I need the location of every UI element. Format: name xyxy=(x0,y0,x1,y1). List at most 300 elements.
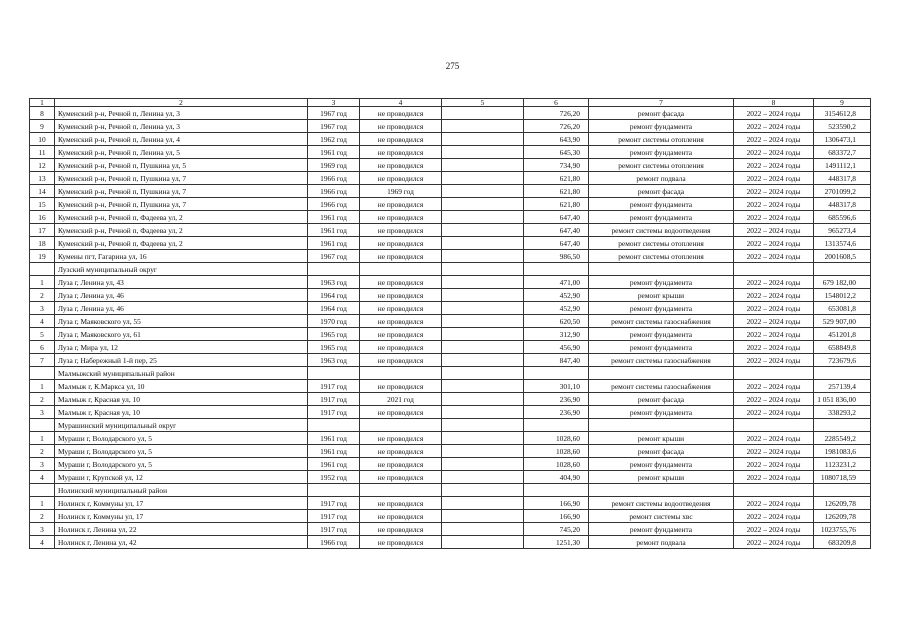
empty-cell xyxy=(442,510,524,523)
build-year-cell: 1966 год xyxy=(308,172,360,185)
row-number: 3 xyxy=(30,523,55,536)
last-repair-cell: не проводился xyxy=(360,198,442,211)
row-number: 18 xyxy=(30,237,55,250)
last-repair-cell: не проводился xyxy=(360,523,442,536)
area-cell: 404,90 xyxy=(524,471,589,484)
cost-cell: 1 051 836,00 xyxy=(814,393,871,406)
address-cell: Луза г, Мира ул, 12 xyxy=(55,341,308,354)
row-number: 3 xyxy=(30,302,55,315)
section-empty-cell xyxy=(442,263,524,276)
cost-cell: 2285549,2 xyxy=(814,432,871,445)
work-type-cell: ремонт системы отопления xyxy=(589,250,734,263)
last-repair-cell: не проводился xyxy=(360,289,442,302)
table-row xyxy=(30,380,871,393)
build-year-cell: 1917 год xyxy=(308,510,360,523)
build-year-cell: 1970 год xyxy=(308,315,360,328)
address-cell: Мураши г, Володарского ул, 5 xyxy=(55,458,308,471)
work-type-cell: ремонт фасада xyxy=(589,445,734,458)
work-type-cell: ремонт фундамента xyxy=(589,146,734,159)
row-number: 1 xyxy=(30,380,55,393)
empty-cell xyxy=(442,445,524,458)
work-type-cell: ремонт фундамента xyxy=(589,406,734,419)
cost-cell: 523590,2 xyxy=(814,120,871,133)
column-header: 3 xyxy=(308,99,360,107)
table-row xyxy=(30,445,871,458)
table-row xyxy=(30,497,871,510)
last-repair-cell: не проводился xyxy=(360,107,442,120)
area-cell: 1028,60 xyxy=(524,458,589,471)
row-number: 3 xyxy=(30,458,55,471)
work-type-cell: ремонт системы отопления xyxy=(589,133,734,146)
last-repair-cell: не проводился xyxy=(360,237,442,250)
address-cell: Кумены пгт, Гагарина ул, 16 xyxy=(55,250,308,263)
table-row xyxy=(30,276,871,289)
section-empty-cell xyxy=(589,484,734,497)
period-cell: 2022 – 2024 годы xyxy=(734,159,814,172)
period-cell: 2022 – 2024 годы xyxy=(734,406,814,419)
work-type-cell: ремонт системы газоснабжения xyxy=(589,315,734,328)
section-title: Лузский муниципальный округ xyxy=(55,263,308,276)
cost-cell: 338293,2 xyxy=(814,406,871,419)
address-cell: Малмыж г, Красная ул, 10 xyxy=(55,406,308,419)
address-cell: Луза г, Ленина ул, 46 xyxy=(55,289,308,302)
section-empty-cell xyxy=(308,419,360,432)
work-type-cell: ремонт фасада xyxy=(589,185,734,198)
address-cell: Малмыж г, Красная ул, 10 xyxy=(55,393,308,406)
last-repair-cell: 1969 год xyxy=(360,185,442,198)
area-cell: 471,00 xyxy=(524,276,589,289)
period-cell: 2022 – 2024 годы xyxy=(734,146,814,159)
last-repair-cell: не проводился xyxy=(360,380,442,393)
area-cell: 621,80 xyxy=(524,185,589,198)
table-row xyxy=(30,198,871,211)
column-header: 4 xyxy=(360,99,442,107)
empty-cell xyxy=(442,198,524,211)
area-cell: 645,30 xyxy=(524,146,589,159)
cost-cell: 653081,8 xyxy=(814,302,871,315)
cost-cell: 529 907,00 xyxy=(814,315,871,328)
address-cell: Луза г, Ленина ул, 43 xyxy=(55,276,308,289)
period-cell: 2022 – 2024 годы xyxy=(734,380,814,393)
work-type-cell: ремонт системы газоснабжения xyxy=(589,380,734,393)
cost-cell: 1080718,59 xyxy=(814,471,871,484)
area-cell: 456,90 xyxy=(524,341,589,354)
section-empty-cell xyxy=(814,263,871,276)
column-header: 5 xyxy=(442,99,524,107)
cost-cell: 451201,8 xyxy=(814,328,871,341)
section-empty-cell xyxy=(308,263,360,276)
work-type-cell: ремонт фундамента xyxy=(589,198,734,211)
area-cell: 452,90 xyxy=(524,289,589,302)
cost-cell: 448317,8 xyxy=(814,172,871,185)
row-number: 9 xyxy=(30,120,55,133)
build-year-cell: 1917 год xyxy=(308,393,360,406)
section-empty-cell xyxy=(734,484,814,497)
period-cell: 2022 – 2024 годы xyxy=(734,458,814,471)
empty-cell xyxy=(442,172,524,185)
table-row xyxy=(30,107,871,120)
build-year-cell: 1963 год xyxy=(308,276,360,289)
cost-cell: 679 182,00 xyxy=(814,276,871,289)
cost-cell: 723679,6 xyxy=(814,354,871,367)
build-year-cell: 1967 год xyxy=(308,107,360,120)
last-repair-cell: не проводился xyxy=(360,341,442,354)
row-number: 2 xyxy=(30,445,55,458)
capital-repair-table xyxy=(29,98,871,549)
row-number: 4 xyxy=(30,536,55,549)
empty-cell xyxy=(442,302,524,315)
build-year-cell: 1966 год xyxy=(308,536,360,549)
last-repair-cell: не проводился xyxy=(360,224,442,237)
empty-cell xyxy=(442,185,524,198)
empty-cell xyxy=(442,107,524,120)
build-year-cell: 1961 год xyxy=(308,224,360,237)
section-empty-cell xyxy=(30,367,55,380)
period-cell: 2022 – 2024 годы xyxy=(734,471,814,484)
empty-cell xyxy=(442,393,524,406)
last-repair-cell: не проводился xyxy=(360,315,442,328)
period-cell: 2022 – 2024 годы xyxy=(734,354,814,367)
address-cell: Малмыж г, К.Маркса ул, 10 xyxy=(55,380,308,393)
area-cell: 1251,30 xyxy=(524,536,589,549)
build-year-cell: 1964 год xyxy=(308,302,360,315)
work-type-cell: ремонт системы водоотведения xyxy=(589,497,734,510)
area-cell: 745,20 xyxy=(524,523,589,536)
section-empty-cell xyxy=(360,484,442,497)
build-year-cell: 1969 год xyxy=(308,159,360,172)
area-cell: 734,90 xyxy=(524,159,589,172)
area-cell: 452,90 xyxy=(524,302,589,315)
area-cell: 312,90 xyxy=(524,328,589,341)
table-row xyxy=(30,159,871,172)
section-empty-cell xyxy=(442,367,524,380)
section-empty-cell xyxy=(442,419,524,432)
period-cell: 2022 – 2024 годы xyxy=(734,276,814,289)
address-cell: Куменский р-н, Речной п, Пушкина ул, 5 xyxy=(55,159,308,172)
last-repair-cell: не проводился xyxy=(360,458,442,471)
address-cell: Луза г, Маяковского ул, 61 xyxy=(55,328,308,341)
last-repair-cell: не проводился xyxy=(360,133,442,146)
build-year-cell: 1964 год xyxy=(308,289,360,302)
period-cell: 2022 – 2024 годы xyxy=(734,432,814,445)
empty-cell xyxy=(442,406,524,419)
row-number: 6 xyxy=(30,341,55,354)
address-cell: Нолинск г, Коммуны ул, 17 xyxy=(55,497,308,510)
address-cell: Нолинск г, Коммуны ул, 17 xyxy=(55,510,308,523)
address-cell: Куменский р-н, Речной п, Фадеева ул, 2 xyxy=(55,224,308,237)
page-number: 275 xyxy=(445,61,460,71)
period-cell: 2022 – 2024 годы xyxy=(734,250,814,263)
row-number: 4 xyxy=(30,471,55,484)
table-row xyxy=(30,133,871,146)
table-row xyxy=(30,315,871,328)
period-cell: 2022 – 2024 годы xyxy=(734,237,814,250)
column-header: 8 xyxy=(734,99,814,107)
area-cell: 1028,60 xyxy=(524,445,589,458)
section-empty-cell xyxy=(30,263,55,276)
last-repair-cell: не проводился xyxy=(360,471,442,484)
work-type-cell: ремонт фундамента xyxy=(589,341,734,354)
row-number: 10 xyxy=(30,133,55,146)
row-number: 17 xyxy=(30,224,55,237)
section-empty-cell xyxy=(30,484,55,497)
row-number: 8 xyxy=(30,107,55,120)
empty-cell xyxy=(442,120,524,133)
area-cell: 166,90 xyxy=(524,497,589,510)
period-cell: 2022 – 2024 годы xyxy=(734,172,814,185)
last-repair-cell: не проводился xyxy=(360,497,442,510)
period-cell: 2022 – 2024 годы xyxy=(734,107,814,120)
area-cell: 301,10 xyxy=(524,380,589,393)
empty-cell xyxy=(442,354,524,367)
address-cell: Куменский р-н, Речной п, Ленина ул, 4 xyxy=(55,133,308,146)
empty-cell xyxy=(442,536,524,549)
table-row xyxy=(30,536,871,549)
section-empty-cell xyxy=(524,484,589,497)
empty-cell xyxy=(442,237,524,250)
build-year-cell: 1961 год xyxy=(308,432,360,445)
build-year-cell: 1961 год xyxy=(308,445,360,458)
build-year-cell: 1961 год xyxy=(308,237,360,250)
table-row xyxy=(30,341,871,354)
period-cell: 2022 – 2024 годы xyxy=(734,224,814,237)
address-cell: Нолинск г, Ленина ул, 42 xyxy=(55,536,308,549)
table-row xyxy=(30,120,871,133)
table-row xyxy=(30,185,871,198)
work-type-cell: ремонт системы отопления xyxy=(589,237,734,250)
work-type-cell: ремонт системы хвс xyxy=(589,510,734,523)
build-year-cell: 1965 год xyxy=(308,341,360,354)
last-repair-cell: не проводился xyxy=(360,406,442,419)
table-row xyxy=(30,172,871,185)
row-number: 12 xyxy=(30,159,55,172)
section-empty-cell xyxy=(589,263,734,276)
cost-cell: 1313574,6 xyxy=(814,237,871,250)
section-empty-cell xyxy=(524,367,589,380)
column-header: 9 xyxy=(814,99,871,107)
period-cell: 2022 – 2024 годы xyxy=(734,133,814,146)
section-empty-cell xyxy=(589,419,734,432)
work-type-cell: ремонт фундамента xyxy=(589,211,734,224)
empty-cell xyxy=(442,250,524,263)
section-empty-cell xyxy=(360,367,442,380)
period-cell: 2022 – 2024 годы xyxy=(734,211,814,224)
area-cell: 1028,60 xyxy=(524,432,589,445)
period-cell: 2022 – 2024 годы xyxy=(734,536,814,549)
section-empty-cell xyxy=(814,419,871,432)
section-empty-cell xyxy=(734,419,814,432)
build-year-cell: 1966 год xyxy=(308,198,360,211)
period-cell: 2022 – 2024 годы xyxy=(734,302,814,315)
work-type-cell: ремонт крыши xyxy=(589,471,734,484)
cost-cell: 3154612,8 xyxy=(814,107,871,120)
cost-cell: 2701099,2 xyxy=(814,185,871,198)
build-year-cell: 1917 год xyxy=(308,497,360,510)
table-row xyxy=(30,510,871,523)
row-number: 3 xyxy=(30,406,55,419)
cost-cell: 126209,78 xyxy=(814,510,871,523)
cost-cell: 965273,4 xyxy=(814,224,871,237)
cost-cell: 1491112,1 xyxy=(814,159,871,172)
row-number: 16 xyxy=(30,211,55,224)
last-repair-cell: не проводился xyxy=(360,211,442,224)
cost-cell: 2001608,5 xyxy=(814,250,871,263)
section-row xyxy=(30,419,871,432)
work-type-cell: ремонт подвала xyxy=(589,536,734,549)
empty-cell xyxy=(442,458,524,471)
work-type-cell: ремонт фундамента xyxy=(589,523,734,536)
empty-cell xyxy=(442,224,524,237)
last-repair-cell: не проводился xyxy=(360,328,442,341)
section-empty-cell xyxy=(442,484,524,497)
row-number: 14 xyxy=(30,185,55,198)
period-cell: 2022 – 2024 годы xyxy=(734,185,814,198)
work-type-cell: ремонт фундамента xyxy=(589,276,734,289)
empty-cell xyxy=(442,341,524,354)
build-year-cell: 1952 год xyxy=(308,471,360,484)
section-row xyxy=(30,263,871,276)
period-cell: 2022 – 2024 годы xyxy=(734,315,814,328)
last-repair-cell: не проводился xyxy=(360,146,442,159)
row-number: 4 xyxy=(30,315,55,328)
column-header: 2 xyxy=(55,99,308,107)
area-cell: 647,40 xyxy=(524,224,589,237)
empty-cell xyxy=(442,380,524,393)
cost-cell: 1023755,76 xyxy=(814,523,871,536)
row-number: 7 xyxy=(30,354,55,367)
section-title: Нолинский муниципальный район xyxy=(55,484,308,497)
area-cell: 643,90 xyxy=(524,133,589,146)
table-body xyxy=(30,107,871,549)
section-row xyxy=(30,484,871,497)
row-number: 2 xyxy=(30,289,55,302)
work-type-cell: ремонт системы водоотведения xyxy=(589,224,734,237)
last-repair-cell: не проводился xyxy=(360,159,442,172)
empty-cell xyxy=(442,211,524,224)
address-cell: Мураши г, Володарского ул, 5 xyxy=(55,432,308,445)
section-empty-cell xyxy=(360,419,442,432)
empty-cell xyxy=(442,289,524,302)
address-cell: Куменский р-н, Речной п, Ленина ул, 5 xyxy=(55,146,308,159)
build-year-cell: 1963 год xyxy=(308,354,360,367)
build-year-cell: 1966 год xyxy=(308,185,360,198)
period-cell: 2022 – 2024 годы xyxy=(734,523,814,536)
section-empty-cell xyxy=(524,419,589,432)
build-year-cell: 1961 год xyxy=(308,146,360,159)
area-cell: 726,20 xyxy=(524,107,589,120)
build-year-cell: 1917 год xyxy=(308,406,360,419)
last-repair-cell: не проводился xyxy=(360,445,442,458)
cost-cell: 685596,6 xyxy=(814,211,871,224)
section-empty-cell xyxy=(814,367,871,380)
last-repair-cell: не проводился xyxy=(360,172,442,185)
area-cell: 847,40 xyxy=(524,354,589,367)
section-empty-cell xyxy=(524,263,589,276)
work-type-cell: ремонт фундамента xyxy=(589,120,734,133)
cost-cell: 683372,7 xyxy=(814,146,871,159)
table-row xyxy=(30,432,871,445)
table-row xyxy=(30,250,871,263)
row-number: 11 xyxy=(30,146,55,159)
work-type-cell: ремонт крыши xyxy=(589,289,734,302)
period-cell: 2022 – 2024 годы xyxy=(734,341,814,354)
period-cell: 2022 – 2024 годы xyxy=(734,120,814,133)
build-year-cell: 1961 год xyxy=(308,458,360,471)
last-repair-cell: не проводился xyxy=(360,302,442,315)
address-cell: Куменский р-н, Речной п, Ленина ул, 3 xyxy=(55,107,308,120)
cost-cell: 1123231,2 xyxy=(814,458,871,471)
column-number-row xyxy=(30,99,871,107)
build-year-cell: 1917 год xyxy=(308,380,360,393)
section-empty-cell xyxy=(814,484,871,497)
address-cell: Луза г, Набережный 1-й пер, 25 xyxy=(55,354,308,367)
address-cell: Куменский р-н, Речной п, Пушкина ул, 7 xyxy=(55,172,308,185)
area-cell: 647,40 xyxy=(524,237,589,250)
build-year-cell: 1967 год xyxy=(308,120,360,133)
section-title: Малмыжский муниципальный район xyxy=(55,367,308,380)
row-number: 5 xyxy=(30,328,55,341)
period-cell: 2022 – 2024 годы xyxy=(734,393,814,406)
build-year-cell: 1965 год xyxy=(308,328,360,341)
area-cell: 236,90 xyxy=(524,406,589,419)
address-cell: Мураши г, Крупской ул, 12 xyxy=(55,471,308,484)
empty-cell xyxy=(442,146,524,159)
address-cell: Нолинск г, Ленина ул, 22 xyxy=(55,523,308,536)
cost-cell: 1981083,6 xyxy=(814,445,871,458)
address-cell: Куменский р-н, Речной п, Ленина ул, 3 xyxy=(55,120,308,133)
row-number: 1 xyxy=(30,497,55,510)
area-cell: 621,80 xyxy=(524,172,589,185)
last-repair-cell: не проводился xyxy=(360,510,442,523)
period-cell: 2022 – 2024 годы xyxy=(734,328,814,341)
empty-cell xyxy=(442,497,524,510)
cost-cell: 1306473,1 xyxy=(814,133,871,146)
empty-cell xyxy=(442,432,524,445)
work-type-cell: ремонт фасада xyxy=(589,393,734,406)
cost-cell: 126209,78 xyxy=(814,497,871,510)
address-cell: Куменский р-н, Речной п, Фадеева ул, 2 xyxy=(55,211,308,224)
cost-cell: 658849,8 xyxy=(814,341,871,354)
last-repair-cell: не проводился xyxy=(360,536,442,549)
section-empty-cell xyxy=(734,367,814,380)
last-repair-cell: не проводился xyxy=(360,354,442,367)
area-cell: 236,90 xyxy=(524,393,589,406)
section-row xyxy=(30,367,871,380)
column-header: 6 xyxy=(524,99,589,107)
section-empty-cell xyxy=(30,419,55,432)
row-number: 19 xyxy=(30,250,55,263)
empty-cell xyxy=(442,471,524,484)
empty-cell xyxy=(442,133,524,146)
period-cell: 2022 – 2024 годы xyxy=(734,445,814,458)
section-empty-cell xyxy=(589,367,734,380)
table-row xyxy=(30,289,871,302)
last-repair-cell: 2021 год xyxy=(360,393,442,406)
row-number: 2 xyxy=(30,510,55,523)
area-cell: 621,80 xyxy=(524,198,589,211)
table-row xyxy=(30,211,871,224)
last-repair-cell: не проводился xyxy=(360,250,442,263)
work-type-cell: ремонт фундамента xyxy=(589,458,734,471)
period-cell: 2022 – 2024 годы xyxy=(734,510,814,523)
area-cell: 986,50 xyxy=(524,250,589,263)
table-row xyxy=(30,237,871,250)
column-header: 1 xyxy=(30,99,55,107)
address-cell: Куменский р-н, Речной п, Пушкина ул, 7 xyxy=(55,198,308,211)
table-row xyxy=(30,406,871,419)
area-cell: 166,90 xyxy=(524,510,589,523)
section-title: Мурашинский муниципальный округ xyxy=(55,419,308,432)
